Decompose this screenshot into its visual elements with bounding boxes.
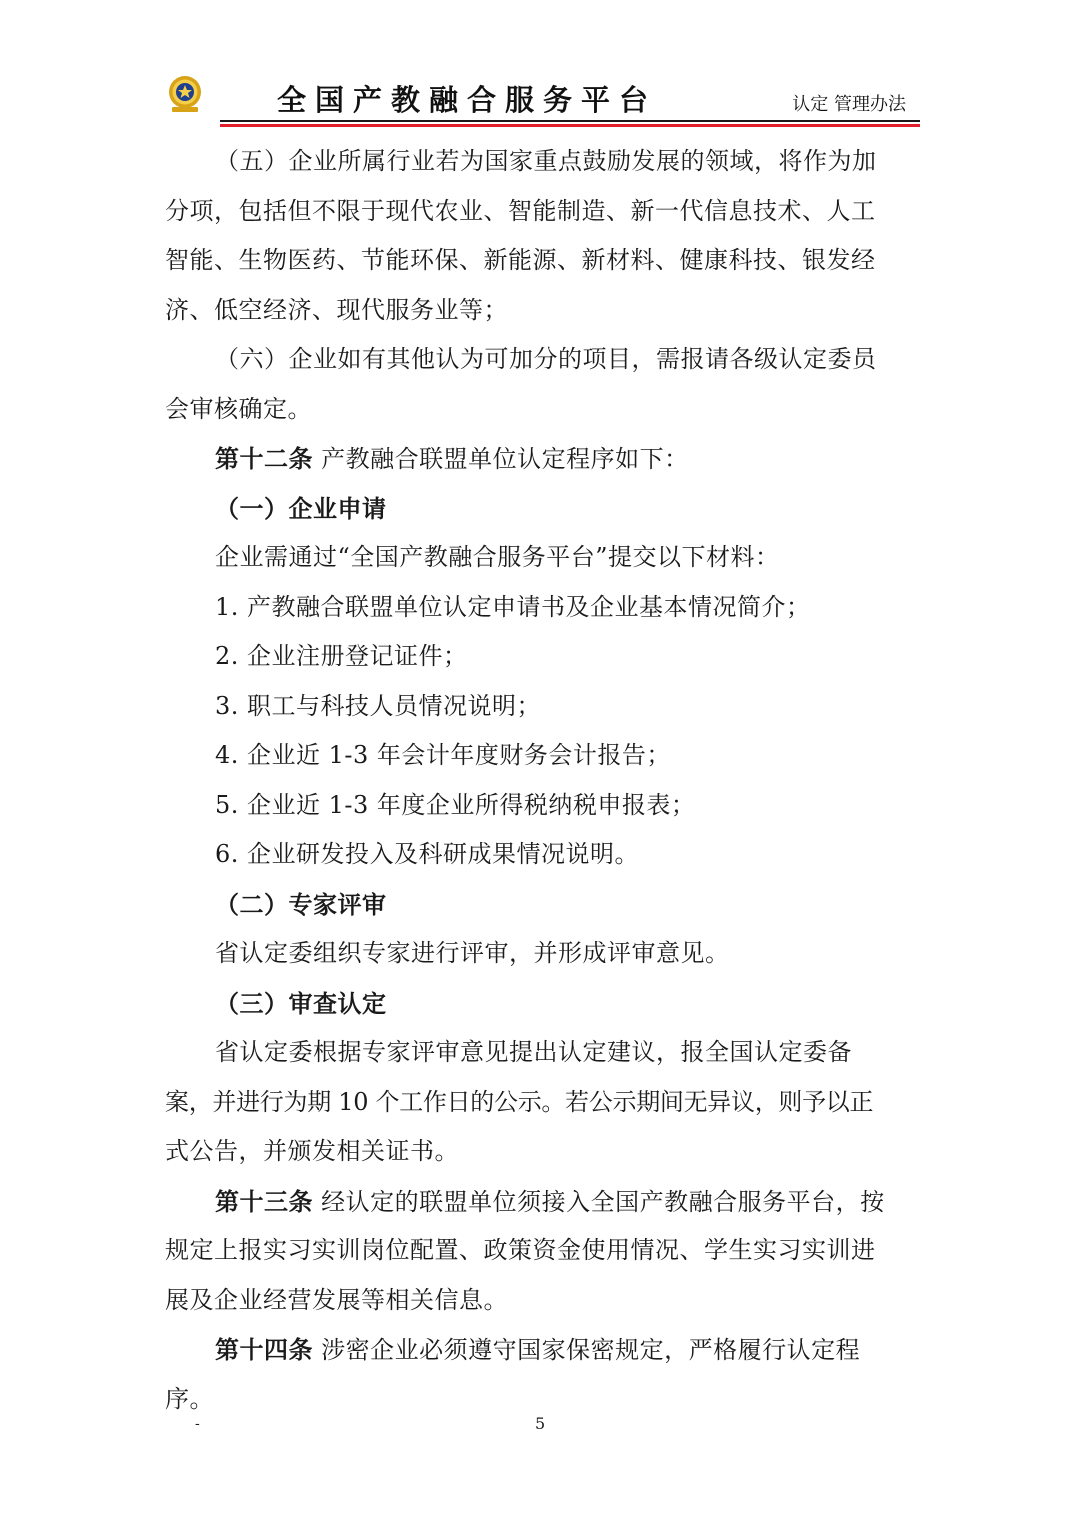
- clause-6-line-1: （六）企业如有其他认为可加分的项目，需报请各级认定委员: [215, 345, 877, 373]
- clause-5-line-2: 分项，包括但不限于现代农业、智能制造、新一代信息技术、人工: [165, 196, 876, 225]
- document-body: [165, 137, 915, 1424]
- section-2-text: 省认定委组织专家进行评审，并形成评审意见。: [215, 939, 730, 967]
- section-1-intro: 企业需通过“全国产教融合服务平台”提交以下材料：: [215, 543, 780, 571]
- section-1-title: （一）企业申请: [215, 493, 387, 523]
- article-12: [165, 434, 915, 484]
- article-14-text: 涉密企业必须遵守国家保密规定，严格履行认定程: [321, 1336, 861, 1364]
- section-3-line-3: 式公告，并颁发相关证书。: [165, 1137, 459, 1165]
- article-13-line-3: 展及企业经营发展等相关信息。: [165, 1285, 508, 1314]
- platform-title: 全国产教融合服务平台: [277, 83, 658, 117]
- article-14-label: 第十四条: [215, 1335, 313, 1364]
- clause-5-line-3: 智能、生物医药、节能环保、新能源、新材料、健康科技、银发经: [165, 246, 876, 274]
- footer-dash: -: [195, 1416, 200, 1432]
- article-14-line-2: 序。: [165, 1384, 214, 1413]
- article-14-line-1: [165, 1325, 915, 1375]
- article-12-label: 第十二条: [215, 444, 313, 473]
- page-header: [165, 70, 920, 130]
- article-13-line-1: [165, 1177, 915, 1227]
- material-item-1: 1. 产教融合联盟单位认定申请书及企业基本情况简介；: [215, 592, 811, 621]
- header-rule-red: [220, 124, 920, 127]
- material-item-4: 4. 企业近 1-3 年会计年度财务会计报告；: [215, 741, 671, 769]
- section-3-line-2: 案，并进行为期 10 个工作日的公示。若公示期间无异议，则予以正: [165, 1087, 874, 1116]
- header-rule-black: [220, 120, 920, 122]
- material-item-2: 2. 企业注册登记证件；: [215, 642, 468, 670]
- clause-6-line-2: 会审核确定。: [165, 394, 312, 423]
- emblem-logo-icon: [165, 74, 205, 114]
- section-3-title: （三）审查认定: [215, 988, 387, 1018]
- material-item-3: 3. 职工与科技人员情况说明；: [215, 691, 542, 720]
- article-12-text: 产教融合联盟单位认定程序如下：: [321, 445, 689, 473]
- document-name: 认定 管理办法: [792, 94, 906, 115]
- article-13-text: 经认定的联盟单位须接入全国产教融合服务平台，按: [321, 1187, 885, 1216]
- clause-5-line-1: （五）企业所属行业若为国家重点鼓励发展的领域，将作为加: [215, 147, 877, 175]
- article-13-label: 第十三条: [215, 1186, 313, 1216]
- clause-5-line-4: 济、低空经济、现代服务业等；: [165, 295, 508, 324]
- material-item-5: 5. 企业近 1-3 年度企业所得税纳税申报表；: [215, 790, 696, 819]
- section-3-line-1: 省认定委根据专家评审意见提出认定建议，报全国认定委备: [215, 1038, 852, 1066]
- section-2-title: （二）专家评审: [215, 889, 387, 919]
- article-13-line-2: 规定上报实习实训岗位配置、政策资金使用情况、学生实习实训进: [165, 1236, 876, 1264]
- material-item-6: 6. 企业研发投入及科研成果情况说明。: [215, 840, 640, 868]
- page-number: 5: [535, 1414, 546, 1433]
